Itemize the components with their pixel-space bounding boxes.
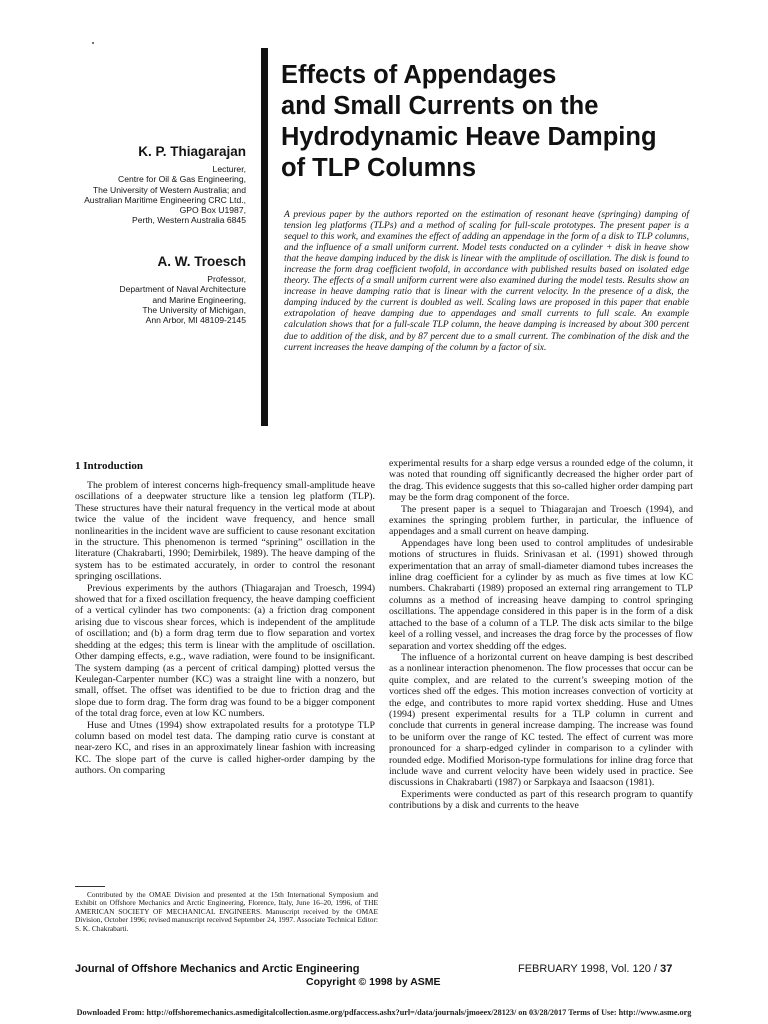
- title-rule: [261, 48, 268, 426]
- author-affiliation-line: Australian Maritime Engineering CRC Ltd.,: [84, 194, 246, 205]
- abstract: A previous paper by the authors reported on the estimation of resonant heave (springing) damping of tension leg platforms (TLPs) and a method of scaling for full-scale prototypes. The present paper is a sequel to this work, and examines the effect of adding an appendage in the form of a disk to TLP columns, and the influence of a small uniform current. Model tests conducted on a cylinder + disk in heave show that the heave damping induced by the disk is linear with the amplitude of oscillation. The disk is found to increase the form drag coefficient twofold, in accordance with published results based on isolated edge theory. The effects of a small uniform current were also examined during the model tests. Results show an increase in heave damping ratio that is linear with the current velocity. In the presence of a disk, the damping induced by the current is doubled as well. Scaling laws are proposed in this paper that enable extrapolation of heave damping due to appendages and small currents to full scale. An example calculation shows that for a full-scale TLP column, the heave damping is increased by about 300 percent due to addition of the disk, and by 87 percent due to a small current. The combination of the disk and the current increases the heave damping of the column by a factor of six.: [284, 210, 689, 353]
- body-paragraph: The problem of interest concerns high-frequency small-amplitude heave oscillations of a deepwater structure like a tension leg platform (TLP). These structures have their natural frequency in the vertical mode at about twice the value of the incident wave frequency, and hence small nonlinearities in the incident wave are sufficient to cause resonant excitation in the structure. This phenomenon is termed “sprining” oscillation in the literature (Chakrabarti, 1990; Demirbilek, 1989). The heave damping of the system has to be estimated accurately, in order to control the resonant springing oscillations.: [75, 480, 375, 583]
- body-paragraph: The influence of a horizontal current on heave damping is best described as a nonlinear interaction phenomenon. The flow processes that occur can be quite complex, and are related to the current’s sweeping motion of the vortices shed off the edges. This motion increases convection of vorticity at the edge, and contributes to more rapid vortex shedding. Huse and Utnes (1994) present experimental results for a TLP column in current and conclude that currents in general increase damping. The increase was found to be uniform over the range of KC tested. The effect of current was more pronounced for a sharp-edged cylinder in comparison to a cylinder with rounded edge. Modified Morison-type formulations for inline drag force that include wave and current velocity have been widely used in practice. See discussions in Chakrabarti (1987) or Sarpkaya and Isaacson (1981).: [389, 651, 693, 789]
- body-paragraph: Experiments were conducted as part of this research program to quantify contributions by a disk and currents to the heave: [389, 788, 693, 812]
- body-paragraph: Previous experiments by the authors (Thiagarajan and Troesch, 1994) showed that for a fixed oscillation frequency, the heave damping coefficient of a vertical cylinder has two components: (a) a friction drag component arising due to viscous shear forces, which is independent of the amplitude of oscillation; and (b) a form drag term due to flow separation and vortex shedding at the edges; this term is linear with the amplitude of oscillation. Other damping effects, e.g., wave radiation, were found to be insignificant. The system damping (as a percent of critical damping) plotted versus the Keulegan-Carpenter number (KC) was a straight line with a nonzero, but small, offset. The offset was identified to be due to friction drag and the slope due to form drag. The form drag was found to be a bigger component of the total drag force, even at low KC numbers.: [75, 582, 375, 720]
- title-line: and Small Currents on the: [281, 92, 599, 120]
- author-affiliation-line: GPO Box U1987,: [179, 205, 246, 216]
- author-affiliation-line: Centre for Oil & Gas Engineering,: [117, 174, 246, 185]
- title-line: of TLP Columns: [281, 154, 477, 182]
- body-paragraph: The present paper is a sequel to Thiagarajan and Troesch (1994), and examines the springing problem further, in particular, the influence of appendages and a small current on heave damping.: [389, 503, 693, 538]
- scan-speck: [92, 42, 94, 44]
- body-column-right: [389, 458, 693, 812]
- copyright: Copyright © 1998 by ASME: [306, 976, 441, 988]
- body-paragraph: Huse and Utnes (1994) show extrapolated results for a prototype TLP column based on model test data. The damping ratio curve is constant at near-zero KC, and rises in an approximately linear fashion with increasing KC. The slope part of the curve is called higher-order damping by the authors. On comparing: [75, 719, 375, 777]
- title-line: Effects of Appendages: [281, 61, 557, 89]
- author-name: K. P. Thiagarajan: [138, 144, 246, 159]
- author-block-1: [84, 143, 246, 226]
- author-affiliation-line: The University of Michigan,: [142, 304, 246, 315]
- body-paragraph: experimental results for a sharp edge versus a rounded edge of the column, it was noted that rounding off significantly decreased the higher order part of the drag. This evidence suggests that this so-called higher order damping part may be the form drag component of the force.: [389, 458, 693, 504]
- author-affiliation-line: and Marine Engineering,: [152, 294, 246, 305]
- section-heading: 1 Introduction: [75, 460, 143, 472]
- footnote: Contributed by the OMAE Division and presented at the 15th International Symposium and Exhibit on Offshore Mechanics and Arctic Engineering, Florence, Italy, June 16–20, 1996, of THE AMERICAN SOCIETY OF MECHANICAL ENGINEERS. Manuscript received by the OMAE Division, October 1996; revised manuscript received September 24, 1997. Associate Technical Editor: S. K. Chakrabarti.: [75, 890, 378, 933]
- paper-title: [281, 60, 661, 184]
- title-line: Hydrodynamic Heave Damping: [281, 123, 657, 151]
- issue-info: [518, 963, 672, 975]
- author-affiliation-line: Lecturer,: [212, 164, 246, 174]
- author-affiliation-line: Perth, Western Australia 6845: [131, 215, 246, 226]
- author-affiliation-line: Ann Arbor, MI 48109-2145: [145, 315, 246, 326]
- author-affiliation-line: Professor,: [207, 274, 246, 284]
- body-paragraph: Appendages have long been used to control amplitudes of undesirable motions of structures in fluids. Srinivasan et al. (1991) showed through experimentation that an array of small-diameter diamond tubes increases the inline drag coefficient for a cylinder by as much as five times at low KC numbers. Chakrabarti (1989) proposed an external ring arrangement to TLP columns as a method of increasing heave damping to control springing oscillations. The appendage considered in this paper is in the form of a disk attached to the base of a column of a TLP. The disk acts similar to the bilge keel of a rolling vessel, and increases the drag force by the processes of flow separation and vortex shedding off the edges.: [389, 537, 693, 652]
- author-block-2: [119, 253, 246, 325]
- page-number: 37: [660, 963, 673, 975]
- footnote-rule: [75, 886, 105, 887]
- body-column-left: [75, 480, 375, 777]
- author-name: A. W. Troesch: [157, 254, 246, 269]
- author-affiliation-line: The University of Western Australia; and: [92, 184, 246, 195]
- journal-name: Journal of Offshore Mechanics and Arctic Engineering: [75, 963, 360, 975]
- author-affiliation-line: Department of Naval Architecture: [119, 284, 246, 295]
- issue-date: FEBRUARY 1998, Vol. 120 /: [518, 963, 661, 975]
- download-notice: Downloaded From: http://offshoremechanics.asmedigitalcollection.asme.org/pdfaccess.ashx?url=/data/journals/jmoeex/28123/ on 03/28/2017 Terms of Use: http://www.asme.org: [76, 1008, 692, 1017]
